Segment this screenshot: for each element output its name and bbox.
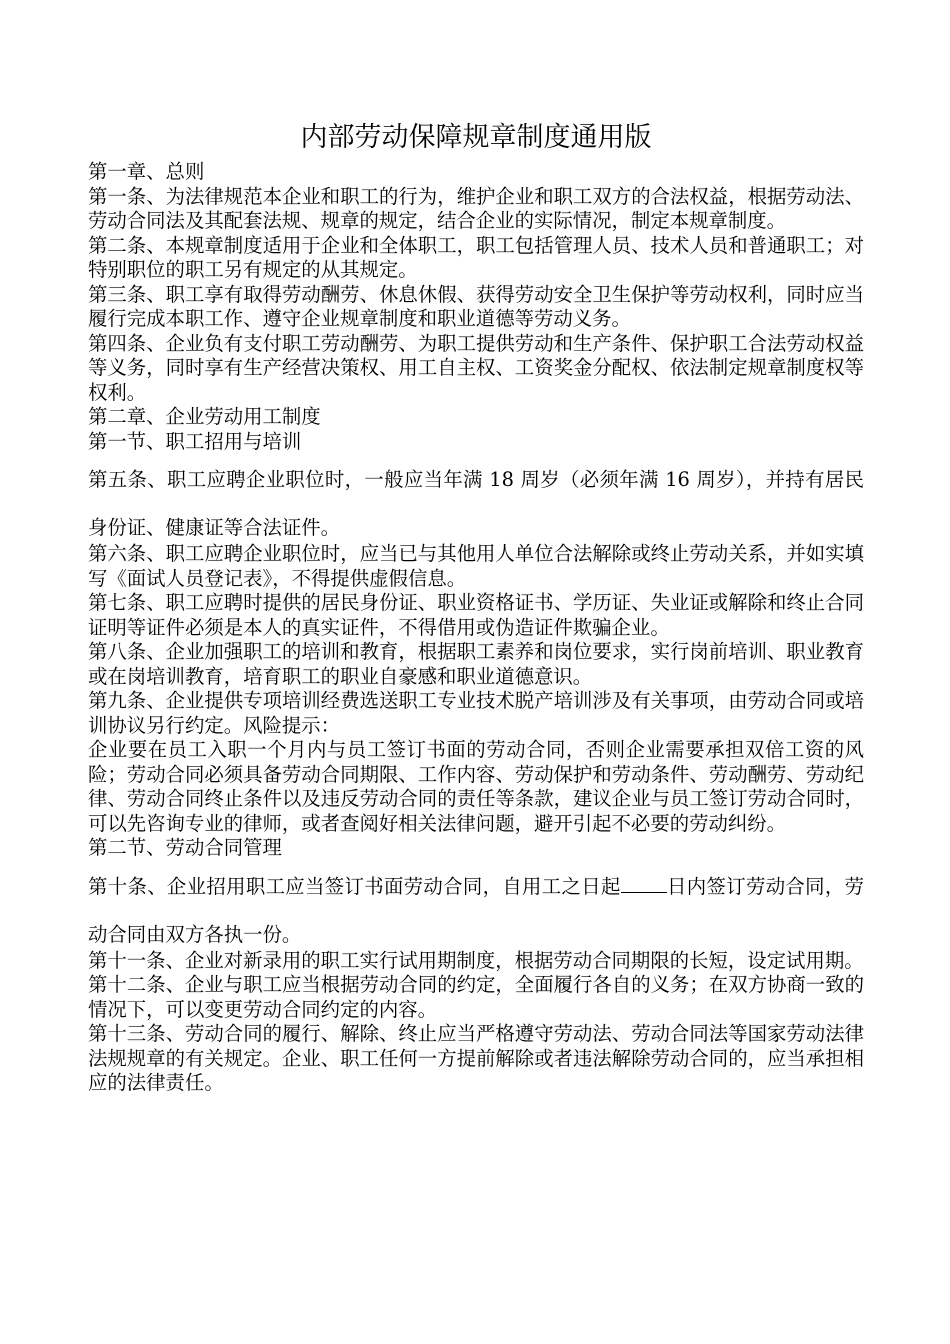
document-title: 内部劳动保障规章制度通用版 — [300, 122, 652, 153]
article-paragraph: 第五条、职工应聘企业职位时，一般应当年满 18 周岁（必须年满 16 周岁），并持有居民身份证、健康证等合法证件。 — [88, 468, 864, 539]
article-paragraph: 第七条、职工应聘时提供的居民身份证、职业资格证书、学历证、失业证或解除和终止合同证明等证件必须是本人的真实证件，不得借用或伪造证件欺骗企业。 — [88, 591, 864, 639]
article-paragraph: 第三条、职工享有取得劳动酬劳、休息休假、获得劳动安全卫生保护等劳动权利，同时应当履行完成本职工作、遵守企业规章制度和职业道德等劳动义务。 — [88, 282, 864, 330]
fill-in-blank — [621, 878, 667, 893]
article-text-after-blank: 日内签订劳动合同，劳动合同由双方各执一份。 — [88, 874, 865, 946]
article-paragraph: 第四条、企业负有支付职工劳动酬劳、为职工提供劳动和生产条件、保护职工合法劳动权益等义务，同时享有生产经营决策权、用工自主权、工资奖金分配权、依法制定规章制度权等权利。 — [88, 331, 864, 404]
article-paragraph: 第十二条、企业与职工应当根据劳动合同的约定，全面履行各自的义务；在双方协商一致的情况下，可以变更劳动合同约定的内容。 — [88, 973, 864, 1021]
section-heading: 第二节、劳动合同管理 — [88, 836, 282, 859]
article-paragraph: 第十一条、企业对新录用的职工实行试用期制度，根据劳动合同期限的长短，设定试用期。 — [88, 948, 864, 972]
article-paragraph: 第六条、职工应聘企业职位时，应当已与其他用人单位合法解除或终止劳动关系，并如实填写《面试人员登记表》，不得提供虚假信息。 — [88, 542, 864, 590]
chapter-heading: 第一章、总则 — [88, 160, 205, 183]
article-paragraph: 第一条、为法律规范本企业和职工的行为，维护企业和职工双方的合法权益，根据劳动法、劳动合同法及其配套法规、规章的规定，结合企业的实际情况，制定本规章制度。 — [88, 184, 864, 232]
chapter-heading: 第二章、企业劳动用工制度 — [88, 405, 321, 428]
article-paragraph: 第二条、本规章制度适用于企业和全体职工，职工包括管理人员、技术人员和普通职工；对特别职位的职工另有规定的从其规定。 — [88, 233, 864, 281]
article-text-before-blank: 第十条、企业招用职工应当签订书面劳动合同，自用工之日起 — [88, 874, 621, 898]
document-page — [88, 118, 864, 1096]
risk-note-paragraph: 企业要在员工入职一个月内与员工签订书面的劳动合同，否则企业需要承担双倍工资的风险；劳动合同必须具备劳动合同期限、工作内容、劳动保护和劳动条件、劳动酬劳、劳动纪律、劳动合同终止条件以及违反劳动合同的责任等条款，建议企业与员工签订劳动合同时，可以先咨询专业的律师，或者查阅好相关法律问题，避开引起不必要的劳动纠纷。 — [88, 738, 864, 835]
article-paragraph: 第十三条、劳动合同的履行、解除、终止应当严格遵守劳动法、劳动合同法等国家劳动法律法规规章的有关规定。企业、职工任何一方提前解除或者违法解除劳动合同的，应当承担相应的法律责任。 — [88, 1022, 864, 1094]
article-paragraph: 第八条、企业加强职工的培训和教育，根据职工素养和岗位要求，实行岗前培训、职业教育或在岗培训教育，培育职工的职业自豪感和职业道德意识。 — [88, 640, 864, 688]
article-paragraph: 第九条、企业提供专项培训经费选送职工专业技术脱产培训涉及有关事项，由劳动合同或培训协议另行约定。风险提示： — [88, 689, 864, 737]
article-paragraph-with-blank — [88, 863, 864, 959]
section-heading: 第一节、职工招用与培训 — [88, 429, 302, 453]
